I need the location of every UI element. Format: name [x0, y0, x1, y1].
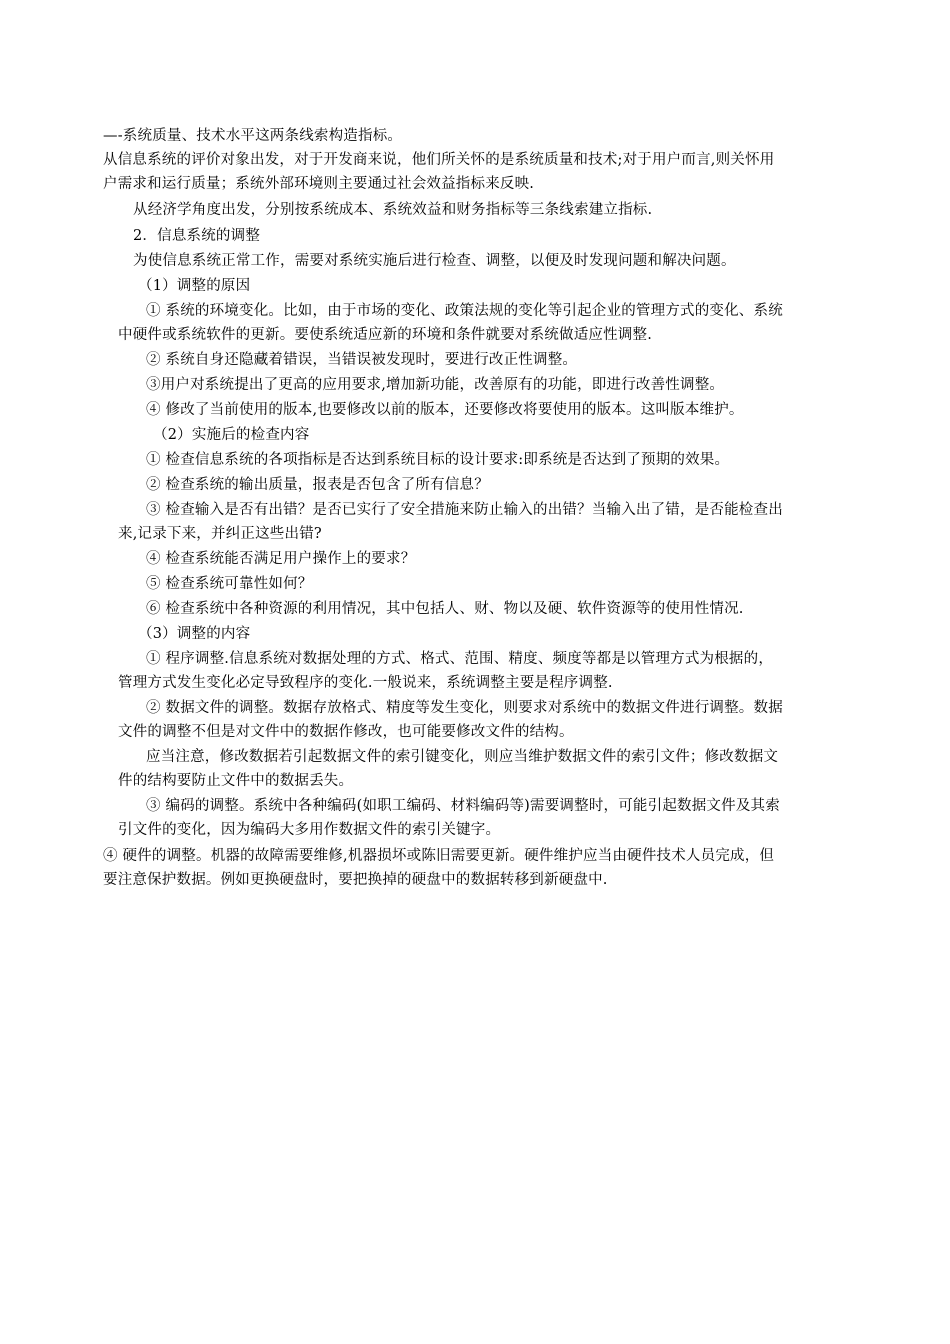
text-line: 件的结构要防止文件中的数据丢失。 — [118, 773, 354, 789]
text-line: 户需求和运行质量；系统外部环境则主要通过社会效益指标来反映. — [103, 176, 535, 192]
text-line: 为使信息系统正常工作，需要对系统实施后进行检查、调整，以便及时发现问题和解决问题。 — [133, 253, 736, 269]
text-line: ④ 检查系统能否满足用户操作上的要求？ — [146, 551, 416, 567]
text-line: ① 检查信息系统的各项指标是否达到系统目标的设计要求:即系统是否达到了预期的效果。 — [146, 452, 730, 468]
text-line: ③ 检查输入是否有出错？是否已实行了安全措施来防止输入的出错？当输入出了错，是否能检查出 — [146, 502, 783, 518]
text-line: ③ 编码的调整。系统中各种编码(如职工编码、材料编码等)需要调整时，可能引起数据文件及其索 — [146, 798, 780, 814]
text-line: ② 系统自身还隐藏着错误，当错误被发现时，要进行改正性调整。 — [146, 352, 578, 368]
subsection-heading: （1）调整的原因 — [138, 278, 251, 294]
text-line: 中硬件或系统软件的更新。要使系统适应新的环境和条件就要对系统做适应性调整. — [118, 327, 653, 343]
text-line: ⑥ 检查系统中各种资源的利用情况，其中包括人、财、物以及硬、软件资源等的使用性情况. — [146, 601, 744, 617]
text-line: 从信息系统的评价对象出发，对于开发商来说，他们所关怀的是系统质量和技术;对于用户而言,则关怀用 — [103, 152, 775, 168]
text-line: 管理方式发生变化必定导致程序的变化.一般说来，系统调整主要是程序调整. — [118, 675, 613, 691]
text-line: ② 数据文件的调整。数据存放格式、精度等发生变化，则要求对系统中的数据文件进行调整。数据 — [146, 700, 783, 716]
text-line: 文件的调整不但是对文件中的数据作修改，也可能要修改文件的结构。 — [118, 724, 574, 740]
text-line: 引文件的变化，因为编码大多用作数据文件的索引关键字。 — [118, 822, 501, 838]
text-line: ③用户对系统提出了更高的应用要求,增加新功能，改善原有的功能，即进行改善性调整。 — [146, 377, 725, 393]
subsection-heading: （2）实施后的检查内容 — [153, 427, 310, 443]
text-line: ① 程序调整.信息系统对数据处理的方式、格式、范围、精度、频度等都是以管理方式为根据的， — [146, 651, 774, 667]
text-line: —-系统质量、技术水平这两条线索构造指标。 — [103, 128, 403, 144]
text-line: 从经济学角度出发，分别按系统成本、系统效益和财务指标等三条线索建立指标. — [133, 202, 653, 218]
text-line: 来,记录下来，并纠正这些出错? — [118, 526, 322, 542]
text-line: ⑤ 检查系统可靠性如何？ — [146, 576, 313, 592]
text-line: ④ 硬件的调整。机器的故障需要维修,机器损坏或陈旧需要更新。硬件维护应当由硬件技术人员完成，但 — [103, 848, 775, 864]
text-line: ④ 修改了当前使用的版本,也要修改以前的版本，还要修改将要使用的版本。这叫版本维护。 — [146, 402, 744, 418]
text-line: ① 系统的环境变化。比如，由于市场的变化、政策法规的变化等引起企业的管理方式的变化、系统 — [146, 303, 783, 319]
text-line: ② 检查系统的输出质量，报表是否包含了所有信息？ — [146, 477, 489, 493]
section-heading: 2．信息系统的调整 — [133, 228, 261, 244]
subsection-heading: （3）调整的内容 — [138, 626, 251, 642]
text-line: 要注意保护数据。例如更换硬盘时，要把换掉的硬盘中的数据转移到新硬盘中. — [103, 872, 608, 888]
text-line: 应当注意，修改数据若引起数据文件的索引键变化，则应当维护数据文件的索引文件；修改数据文 — [146, 749, 779, 765]
